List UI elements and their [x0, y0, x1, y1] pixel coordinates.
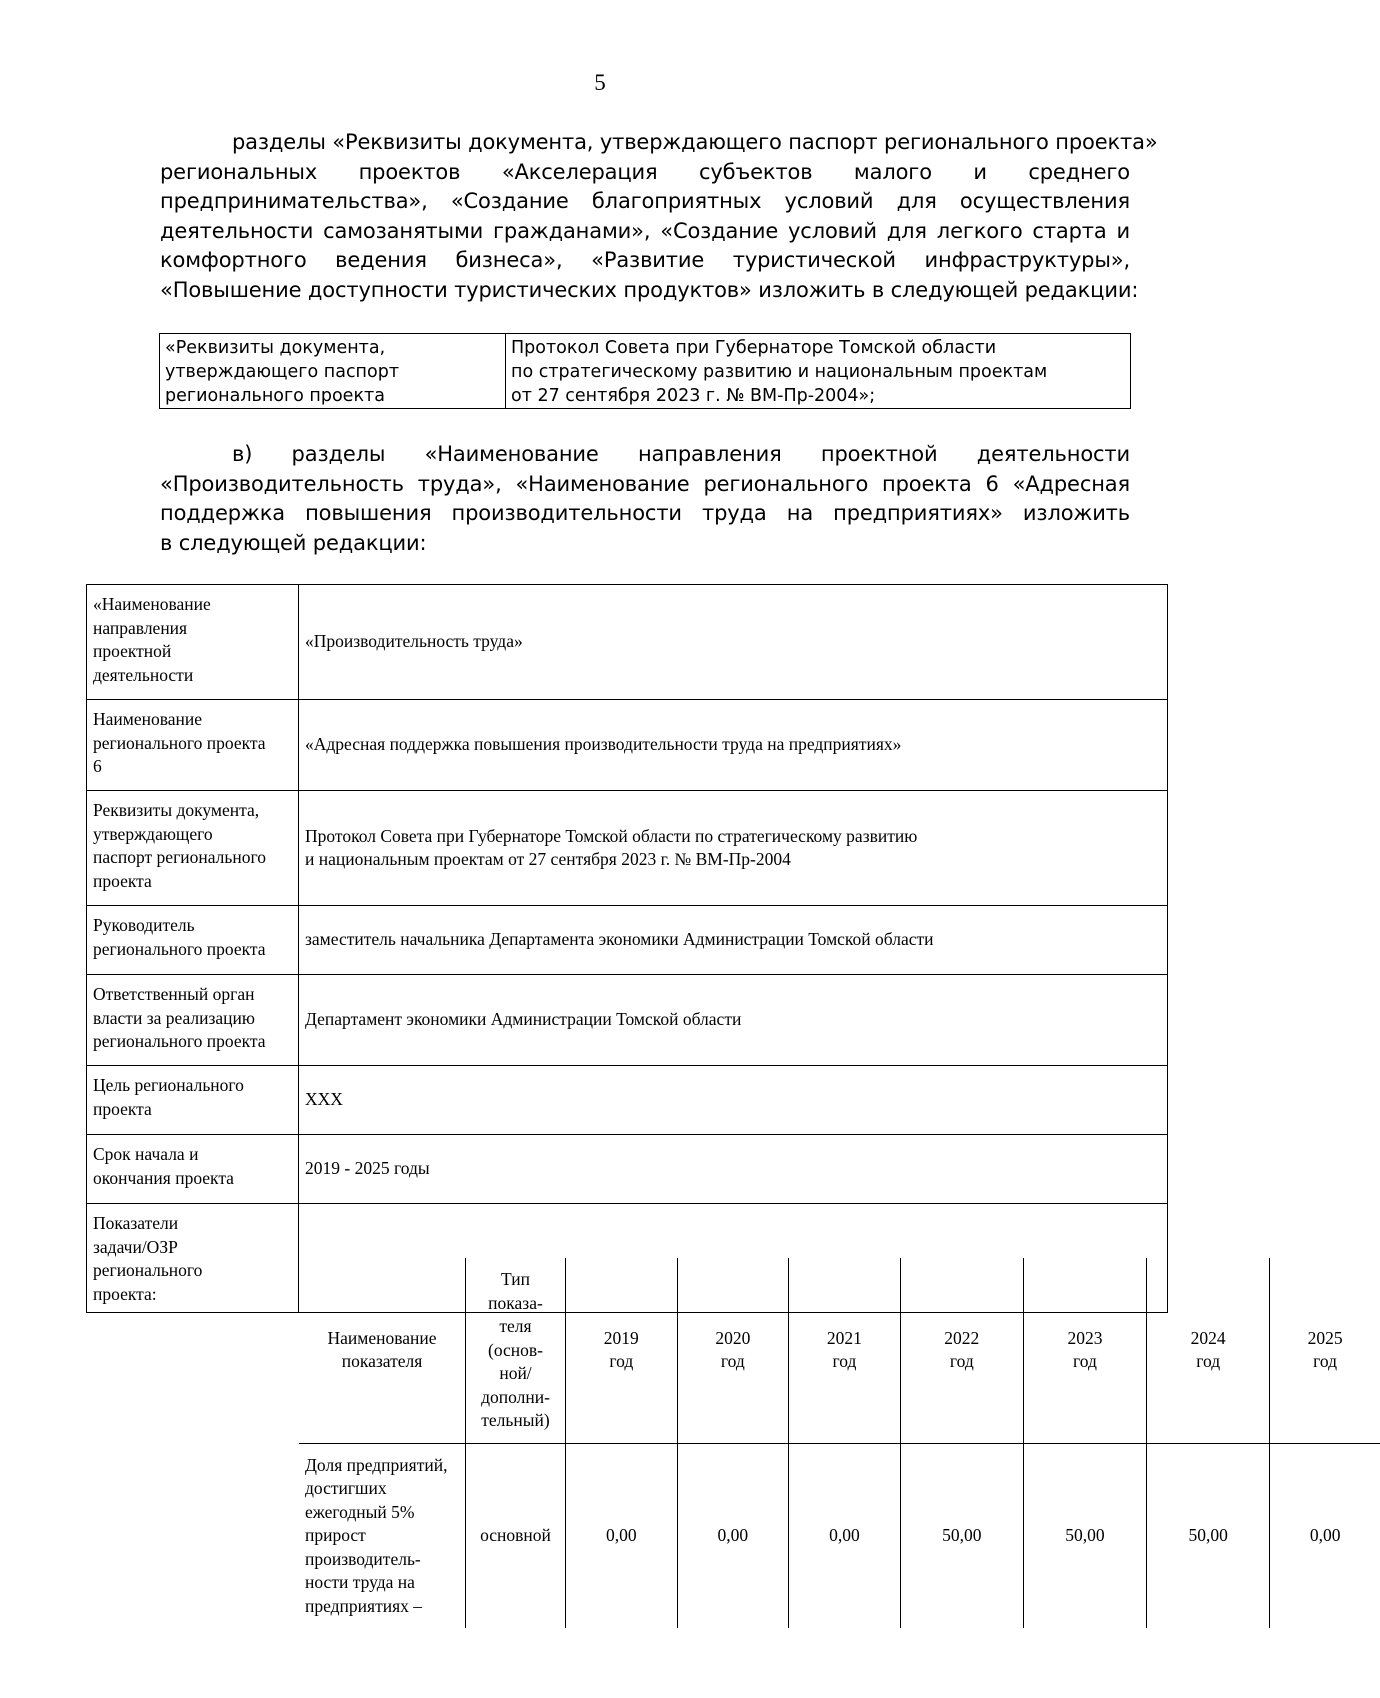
- requisites-label-cell: [160, 334, 506, 409]
- text-line: разделы «Реквизиты документа, утверждающего паспорт регионального проекта»: [232, 130, 1158, 154]
- text-line: в следующей редакции:: [160, 530, 427, 555]
- cell-line: окончания проекта: [93, 1167, 234, 1188]
- cell-line: по стратегическому развитию и национальным проектам: [511, 362, 1048, 382]
- cell-line: 6: [93, 756, 102, 776]
- cell-line: 2021: [826, 1327, 862, 1348]
- cell-line: от 27 сентября 2023 г. № ВМ-Пр-2004»;: [511, 386, 876, 406]
- text-line: деятельности самозанятыми гражданами», «Создание условий для легкого старта и: [160, 218, 1130, 243]
- indicators-header-row: [299, 1258, 1380, 1443]
- table-row: [87, 1204, 1168, 1313]
- text-line: региональных проектов «Акселерация субъектов малого и среднего: [160, 159, 1130, 184]
- header-year-cell: [566, 1258, 678, 1443]
- cell-line: теля: [499, 1316, 532, 1336]
- cell-line: утверждающего паспорт: [165, 362, 400, 382]
- cell-line: заместитель начальника Департамента экономики Администрации Томской области: [305, 929, 934, 950]
- cell-line: год: [1196, 1351, 1221, 1372]
- cell-line: Показатели: [93, 1213, 179, 1233]
- row-label-cell: [87, 906, 299, 975]
- cell-line: показателя: [341, 1351, 423, 1372]
- cell-line: Протокол Совета при Губернаторе Томской области по стратегическому развитию: [305, 825, 918, 846]
- cell-line: регионального проекта: [93, 1031, 266, 1051]
- project-passport-table: [86, 584, 1343, 1616]
- indicator-type-cell: основной: [466, 1443, 566, 1628]
- row-value-cell: [299, 585, 1168, 700]
- cell-line: показа-: [488, 1292, 543, 1313]
- indicator-value-cell: 50,00: [1147, 1443, 1270, 1628]
- cell-line: проекта: [93, 870, 152, 891]
- cell-line: год: [949, 1351, 974, 1372]
- cell-line: Реквизиты документа,: [93, 800, 260, 820]
- cell-line: ежегодный 5%: [305, 1501, 415, 1522]
- row-value-cell: [299, 700, 1168, 791]
- cell-line: год: [832, 1351, 857, 1372]
- cell-line: Наименование: [93, 709, 203, 729]
- cell-line: «Наименование: [93, 594, 211, 614]
- cell-line: регионального: [93, 1260, 203, 1280]
- header-year-cell: [677, 1258, 789, 1443]
- indicator-name-cell: [299, 1443, 466, 1628]
- cell-line: «Производительность труда»: [305, 631, 523, 652]
- cell-line: 2025: [1307, 1327, 1343, 1348]
- cell-line: 2019 - 2025 годы: [305, 1158, 430, 1179]
- table-row: [87, 1135, 1168, 1204]
- header-year-cell: [1147, 1258, 1270, 1443]
- cell-line: ной/: [499, 1363, 532, 1383]
- header-year-cell: [1023, 1258, 1146, 1443]
- row-label-cell: [87, 791, 299, 906]
- table-row: [87, 1066, 1168, 1135]
- cell-line: тельный): [481, 1410, 550, 1430]
- cell-line: «Реквизиты документа,: [165, 338, 386, 358]
- header-year-cell: [789, 1258, 901, 1443]
- cell-line: «Адресная поддержка повышения производительности труда на предприятиях»: [305, 734, 902, 755]
- cell-line: Доля предприятий,: [305, 1454, 448, 1475]
- cell-line: достигших: [305, 1478, 387, 1498]
- cell-line: 2022: [944, 1327, 980, 1348]
- row-label-cell: [87, 585, 299, 700]
- cell-line: направления: [93, 617, 188, 638]
- cell-line: (основ-: [488, 1339, 543, 1360]
- cell-line: проектной: [93, 641, 172, 661]
- cell-line: ХХХ: [305, 1089, 343, 1110]
- indicators-data-row: [299, 1443, 1380, 1628]
- text-line: предпринимательства», «Создание благоприятных условий для осуществления: [160, 189, 1130, 213]
- row-value-cell: [299, 1066, 1168, 1135]
- text-line: комфортного ведения бизнеса», «Развитие туристической инфраструктуры»,: [160, 248, 1130, 272]
- table-row: [87, 585, 1168, 700]
- cell-line: год: [720, 1351, 745, 1372]
- table-row: [87, 700, 1168, 791]
- cell-line: год: [1313, 1351, 1338, 1372]
- header-type-cell: [466, 1258, 566, 1443]
- text-line: «Производительность труда», «Наименование регионального проекта 6 «Адресная: [160, 471, 1130, 496]
- cell-line: 2019: [603, 1327, 639, 1348]
- table-row: [87, 791, 1168, 906]
- cell-line: паспорт регионального: [93, 847, 266, 867]
- indicators-label-cell: [87, 1204, 299, 1313]
- cell-line: Наименование: [327, 1327, 437, 1348]
- cell-line: регионального проекта: [93, 732, 266, 753]
- cell-line: регионального проекта: [165, 386, 385, 406]
- table-row: [87, 975, 1168, 1066]
- paragraph-sections-1: [160, 128, 1158, 305]
- row-label-cell: [87, 700, 299, 791]
- cell-line: утверждающего: [93, 823, 213, 844]
- cell-line: власти за реализацию: [93, 1007, 255, 1028]
- cell-line: 2024: [1190, 1327, 1226, 1348]
- cell-line: производитель-: [305, 1548, 421, 1569]
- indicator-value-cell: 50,00: [1023, 1443, 1146, 1628]
- header-year-cell: [900, 1258, 1023, 1443]
- cell-line: год: [1073, 1351, 1097, 1372]
- cell-line: регионального проекта: [93, 938, 266, 959]
- row-label-cell: [87, 975, 299, 1066]
- row-value-cell: [299, 1135, 1168, 1204]
- cell-line: 2023: [1067, 1327, 1103, 1348]
- cell-line: деятельности: [93, 664, 194, 685]
- indicator-value-cell: 50,00: [900, 1443, 1023, 1628]
- indicator-value-cell: 0,00: [566, 1443, 678, 1628]
- cell-line: Департамент экономики Администрации Томской области: [305, 1009, 742, 1030]
- requisites-table: [159, 333, 1131, 409]
- indicator-value-cell: 0,00: [677, 1443, 789, 1628]
- row-value-cell: [299, 975, 1168, 1066]
- cell-line: и национальным проектам от 27 сентября 2023 г. № ВМ-Пр-2004: [305, 849, 791, 869]
- text-line: «Повышение доступности туристических продуктов» изложить в следующей редакции:: [160, 277, 1139, 302]
- row-value-cell: [299, 791, 1168, 906]
- cell-line: год: [609, 1351, 634, 1372]
- indicator-value-cell: 0,00: [1270, 1443, 1380, 1628]
- cell-line: Ответственный орган: [93, 984, 255, 1004]
- cell-line: Руководитель: [93, 915, 195, 935]
- cell-line: 2020: [715, 1327, 751, 1348]
- requisites-value-cell: [506, 334, 1131, 409]
- page-number: 5: [594, 70, 606, 95]
- indicators-cell: [299, 1204, 1343, 1616]
- table-row: [160, 334, 1131, 409]
- header-name-cell: [299, 1258, 466, 1443]
- cell-line: дополни-: [481, 1386, 550, 1407]
- cell-line: Тип: [501, 1269, 530, 1289]
- paragraph-sections-2: [160, 440, 1130, 558]
- text-line: в) разделы «Наименование направления проектной деятельности: [232, 442, 1130, 466]
- indicators-table: [299, 1258, 1380, 1628]
- row-value-cell: [299, 906, 1168, 975]
- cell-line: проекта: [93, 1098, 152, 1119]
- cell-line: Цель регионального: [93, 1075, 244, 1095]
- row-label-cell: [87, 1066, 299, 1135]
- cell-line: проекта:: [93, 1283, 157, 1304]
- cell-line: Срок начала и: [93, 1144, 199, 1164]
- indicator-value-cell: 0,00: [789, 1443, 901, 1628]
- cell-line: прирост: [305, 1525, 366, 1545]
- cell-line: Протокол Совета при Губернаторе Томской области: [511, 338, 997, 358]
- cell-line: ности труда на: [305, 1572, 415, 1592]
- text-line: поддержка повышения производительности труда на предприятиях» изложить: [160, 501, 1130, 525]
- cell-line: задачи/ОЗР: [93, 1236, 178, 1257]
- cell-line: предприятиях –: [305, 1595, 423, 1616]
- table-row: [87, 906, 1168, 975]
- header-year-cell: [1270, 1258, 1380, 1443]
- row-label-cell: [87, 1135, 299, 1204]
